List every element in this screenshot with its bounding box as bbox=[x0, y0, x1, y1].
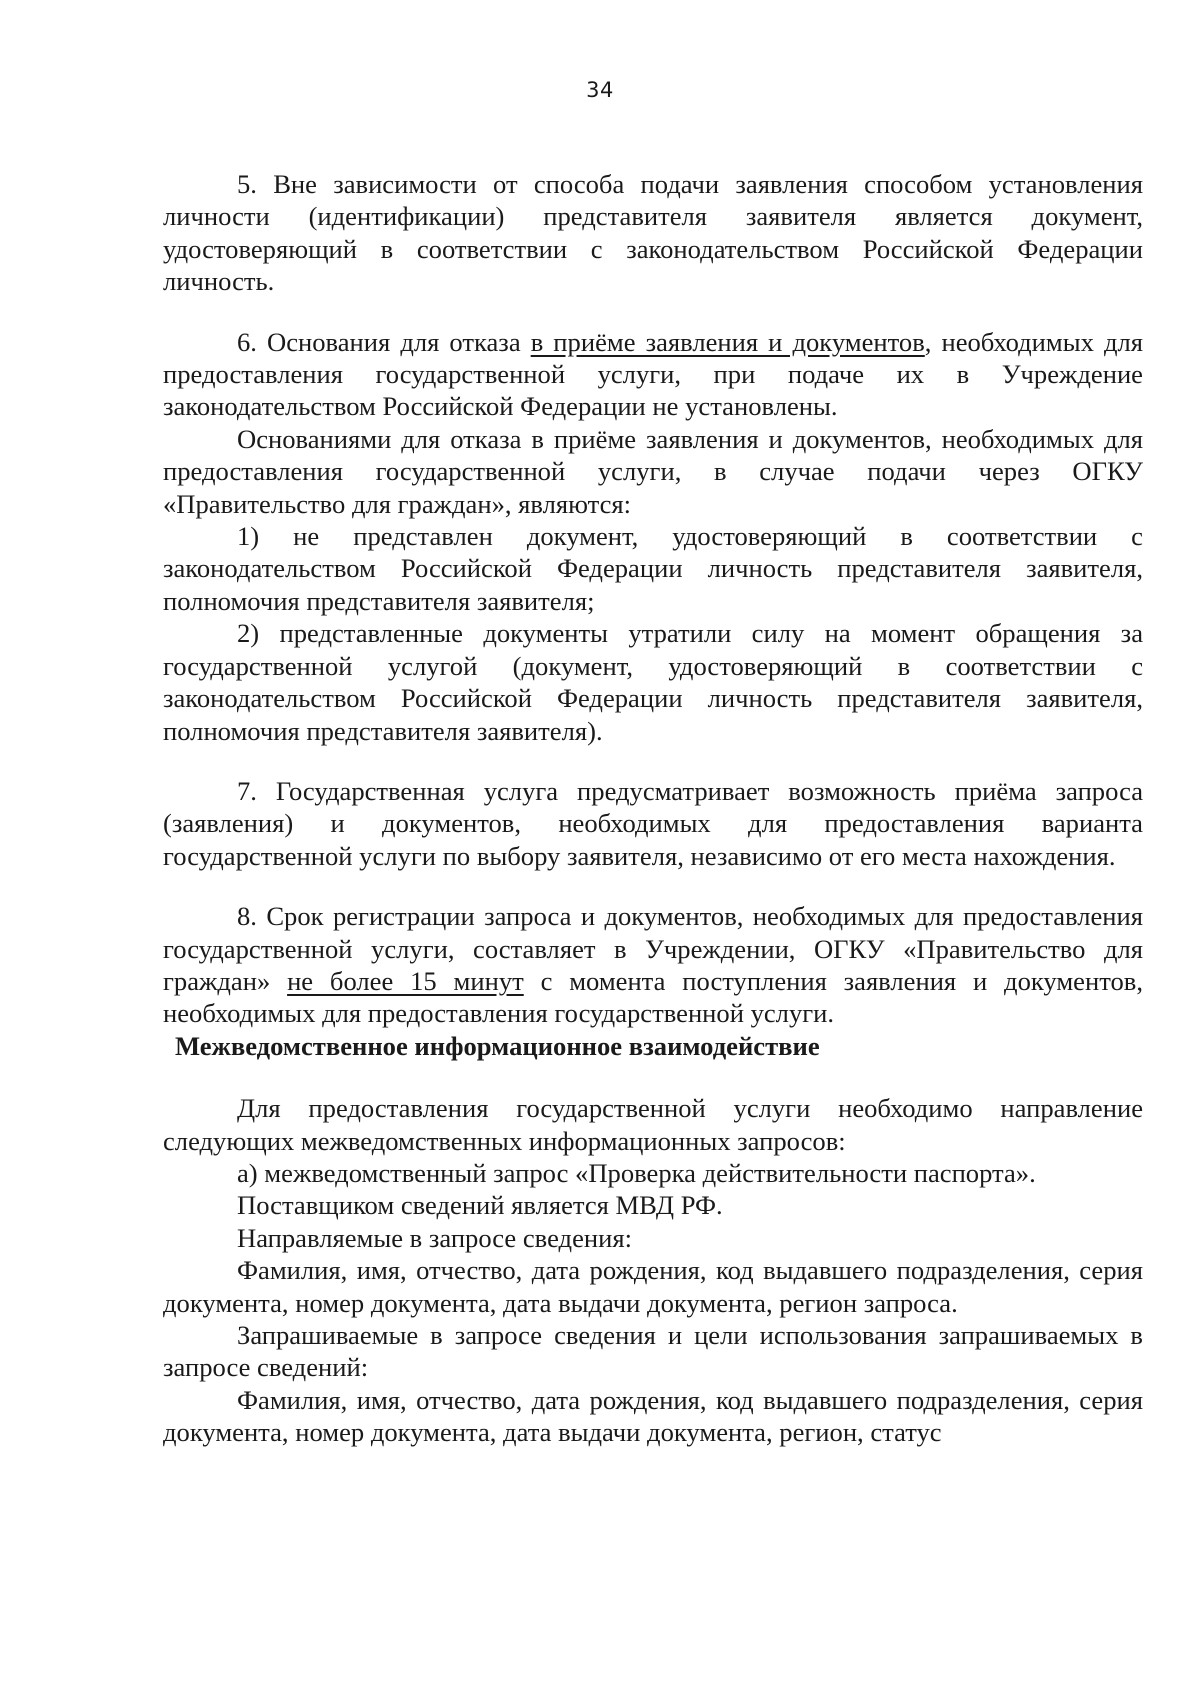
paragraph-6-underlined: в приёме заявления и документов bbox=[530, 326, 925, 357]
paragraph-8-underlined: не более 15 минут bbox=[287, 965, 524, 996]
paragraph-6-rest: , необходимых для предоставления государственной услуги, при подаче их в Учреждение законодательством Российской Федерации не установлены. bbox=[163, 326, 1143, 422]
paragraph-8-lead: 8. Срок регистрации запроса и документов, необходимых для предоставления государственной услуги, составляет в Учреждении, ОГКУ «Правительство для граждан» bbox=[163, 901, 1143, 996]
paragraph-6-item-2: 2) представленные документы утратили силу на момент обращения за государственной услугой (документ, удостоверяющий в соответствии с законодательством Российской Федерации личность представителя заявителя, полномочия представителя заявителя). bbox=[163, 618, 1143, 746]
paragraph-8-rest: с момента поступления заявления и документов, необходимых для предоставления государственной услуги. bbox=[163, 965, 1143, 1029]
document-body bbox=[163, 168, 1143, 1449]
sent-fields: Фамилия, имя, отчество, дата рождения, код выдавшего подразделения, серия документа, номер документа, дата выдачи документа, регион запроса. bbox=[163, 1255, 1143, 1318]
paragraph-8 bbox=[163, 900, 1143, 1030]
paragraph-7: 7. Государственная услуга предусматривает возможность приёма запроса (заявления) и документов, необходимых для предоставления варианта государственной услуги по выбору заявителя, независимо от его места нахождения. bbox=[163, 775, 1143, 871]
request-a: а) межведомственный запрос «Проверка действительности паспорта». bbox=[237, 1157, 1036, 1188]
interagency-intro: Для предоставления государственной услуги необходимо направление следующих межведомственных информационных запросов: bbox=[163, 1093, 1143, 1156]
requested-label: Запрашиваемые в запросе сведения и цели использования запрашиваемых в запросе сведений: bbox=[163, 1320, 1143, 1383]
page-number: 34 bbox=[586, 78, 614, 102]
supplier: Поставщиком сведений является МВД РФ. bbox=[237, 1190, 723, 1221]
sent-label: Направляемые в запросе сведения: bbox=[237, 1222, 632, 1253]
paragraph-5: 5. Вне зависимости от способа подачи заявления способом установления личности (идентификации) представителя заявителя является документ, удостоверяющий в соответствии с законодательством Российской Федерации личность. bbox=[163, 169, 1143, 297]
paragraph-6 bbox=[163, 326, 1143, 423]
paragraph-6-item-1: 1) не представлен документ, удостоверяющий в соответствии с законодательством Российской Федерации личность представителя заявителя, полномочия представителя заявителя; bbox=[163, 521, 1143, 616]
paragraph-6-grounds: Основаниями для отказа в приёме заявления и документов, необходимых для предоставления государственной услуги, в случае подачи через ОГКУ «Правительство для граждан», являются: bbox=[163, 423, 1143, 519]
section-heading: Межведомственное информационное взаимодействие bbox=[175, 1030, 820, 1061]
paragraph-6-lead: 6. Основания для отказа bbox=[237, 326, 531, 357]
requested-fields: Фамилия, имя, отчество, дата рождения, код выдавшего подразделения, серия документа, номер документа, дата выдачи документа, регион, статус bbox=[163, 1384, 1143, 1448]
